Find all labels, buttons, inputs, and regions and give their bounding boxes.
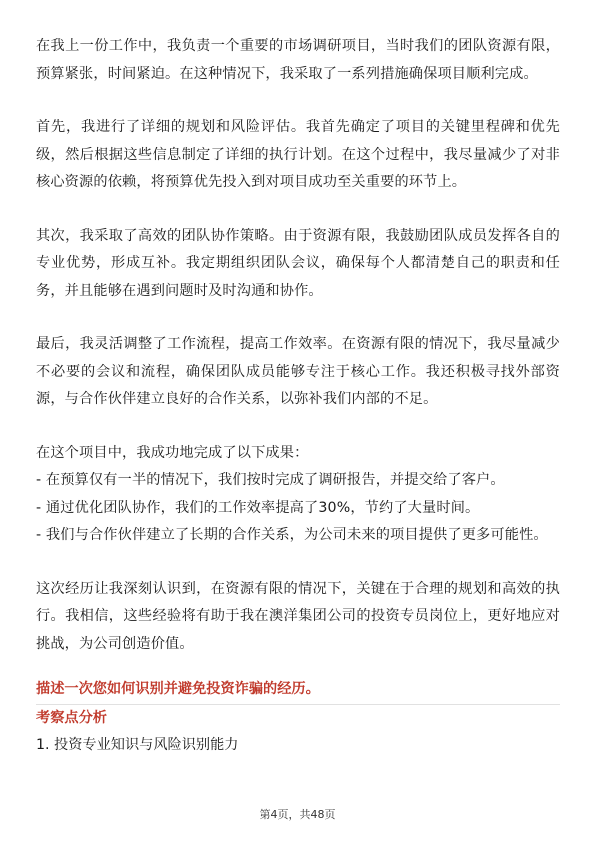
analysis-heading: 考察点分析 <box>36 709 107 726</box>
page-number-footer: 第4页，共48页 <box>259 808 336 821</box>
paragraph-teamwork: 其次，我采取了高效的团队协作策略。由于资源有限，我鼓励团队成员发挥各自的专业优势，形成互补。我定期组织团队会议，确保每个人都清楚自己的职责和任务，并且能够在遇到问题时及时沟通和协作。 <box>36 227 560 299</box>
result-item: - 在预算仅有一半的情况下，我们按时完成了调研报告，并提交给了客户。 <box>36 472 505 488</box>
results-section <box>36 440 560 550</box>
paragraph-workflow: 最后，我灵活调整了工作流程，提高工作效率。在资源有限的情况下，我尽量减少不必要的会议和流程，确保团队成员能够专注于核心工作。我还积极寻找外部资源，与合作伙伴建立良好的合作关系，以弥补我们内部的不足。 <box>36 336 560 407</box>
spacer <box>36 658 560 676</box>
spacer <box>36 550 560 576</box>
page-content <box>36 33 560 759</box>
result-item: - 通过优化团队协作，我们的工作效率提高了30%，节约了大量时间。 <box>36 499 480 516</box>
spacer <box>36 88 560 114</box>
paragraph-planning: 首先，我进行了详细的规划和风险评估。我首先确定了项目的关键里程碑和优先级，然后根据这些信息制定了详细的执行计划。在这个过程中，我尽量减少了对非核心资源的依赖，将预算优先投入到对项目成功至关重要的环节上。 <box>36 119 560 190</box>
analysis-point: 1. 投资专业知识与风险识别能力 <box>36 736 239 753</box>
result-item: - 我们与合作伙伴建立了长期的合作关系，为公司未来的项目提供了更多可能性。 <box>36 527 548 543</box>
spacer <box>36 197 560 223</box>
interview-question: 描述一次您如何识别并避免投资诈骗的经历。 <box>36 681 320 697</box>
spacer <box>36 305 560 331</box>
spacer <box>36 414 560 440</box>
paragraph-context: 在我上一份工作中，我负责一个重要的市场调研项目，当时我们的团队资源有限，预算紧张，时间紧迫。在这种情况下，我采取了一系列措施确保项目顺利完成。 <box>36 38 560 82</box>
results-intro: 在这个项目中，我成功地完成了以下成果： <box>36 444 309 461</box>
paragraph-conclusion: 这次经历让我深刻认识到，在资源有限的情况下，关键在于合理的规划和高效的执行。我相信，这些经验将有助于我在澳洋集团公司的投资专员岗位上，更好地应对挑战，为公司创造价值。 <box>36 580 560 652</box>
